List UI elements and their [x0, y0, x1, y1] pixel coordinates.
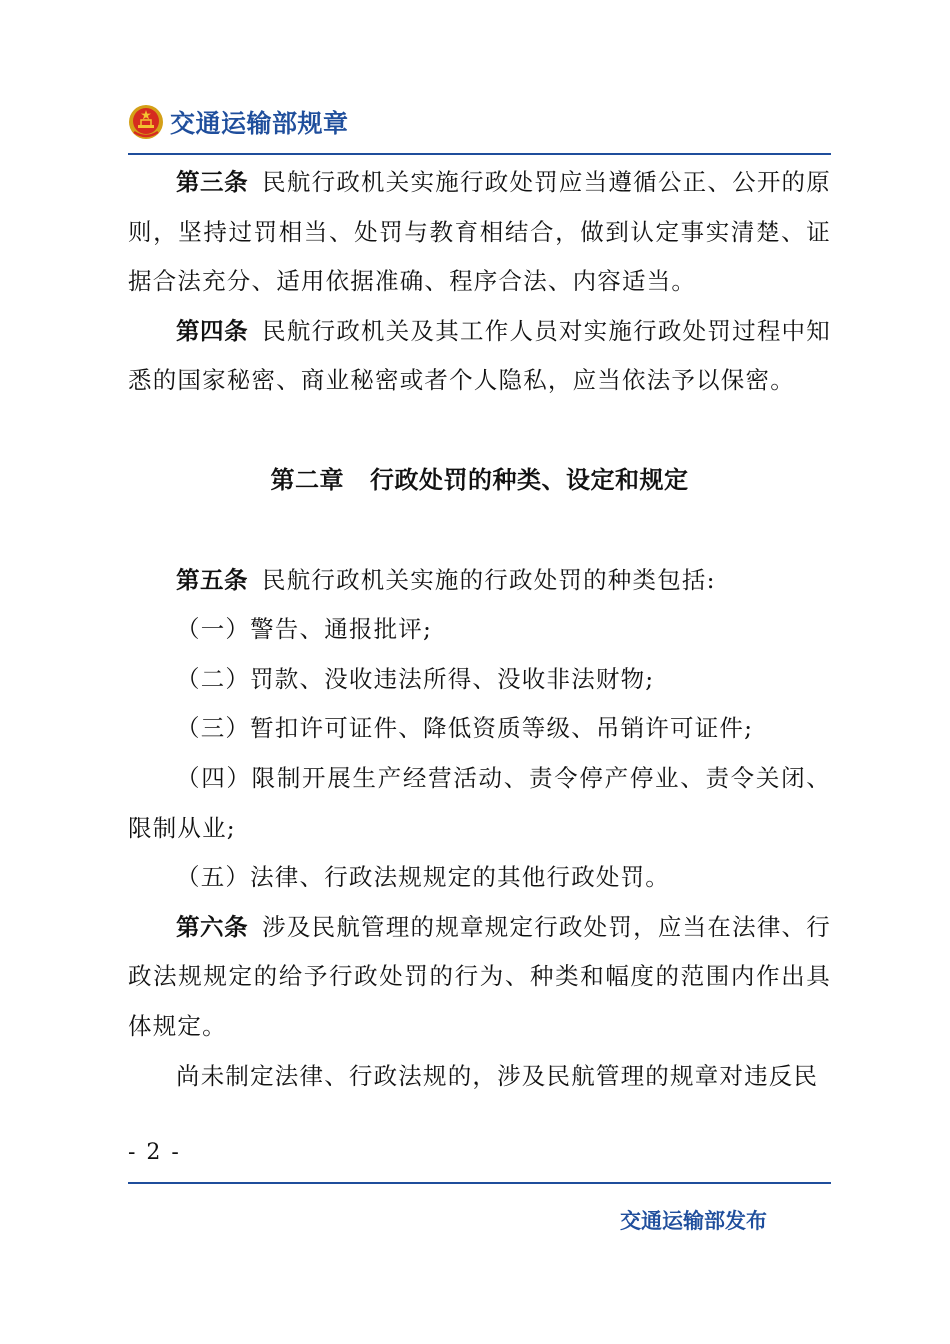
list-item: （二）罚款、没收违法所得、没收非法财物;: [176, 664, 655, 693]
article-text: 民航行政机关实施行政处罚应当遵循公正、公开的原则，坚持过罚相当、处罚与教育相结合，做到认定事实清楚、证据合法充分、适用依据准确、程序合法、内容适当。: [128, 168, 831, 296]
national-emblem-icon: [128, 104, 164, 140]
article-text: 民航行政机关及其工作人员对实施行政处罚过程中知悉的国家秘密、商业秘密或者个人隐私，应当依法予以保密。: [128, 316, 831, 395]
article-3: [128, 158, 831, 307]
article-text: 民航行政机关实施的行政处罚的种类包括:: [262, 565, 716, 594]
list-item: （五）法律、行政法规规定的其他行政处罚。: [176, 863, 670, 892]
article-4: [128, 307, 831, 406]
page-header: [128, 98, 349, 146]
article-6-paragraph-2: 尚未制定法律、行政法规的，涉及民航管理的规章对违反民: [176, 1061, 819, 1090]
article-label: 第五条: [176, 565, 248, 594]
article-label: 第三条: [176, 168, 249, 196]
article-label: 第六条: [176, 912, 249, 941]
article-6: [128, 903, 831, 1052]
document-body: [128, 158, 831, 1101]
list-item: （四）限制开展生产经营活动、责令停产停业、责令关闭、限制从业;: [128, 763, 831, 842]
article-label: 第四条: [176, 316, 249, 345]
chapter-number: 第二章: [270, 465, 344, 494]
article-text: 涉及民航管理的规章规定行政处罚，应当在法律、行政法规规定的给予行政处罚的行为、种类和幅度的范围内作出具体规定。: [128, 912, 831, 1040]
page-number: - 2 -: [128, 1140, 181, 1165]
chapter-heading: [128, 456, 831, 506]
article-5: [128, 556, 831, 606]
list-item: （一）警告、通报批评;: [176, 615, 433, 644]
list-item: （三）暂扣许可证件、降低资质等级、吊销许可证件;: [176, 714, 754, 743]
footer-divider: [128, 1182, 831, 1184]
header-divider: [128, 153, 831, 155]
header-title: 交通运输部规章: [170, 109, 349, 138]
publisher-label: 交通运输部发布: [620, 1209, 767, 1233]
chapter-title: 行政处罚的种类、设定和规定: [370, 465, 689, 494]
